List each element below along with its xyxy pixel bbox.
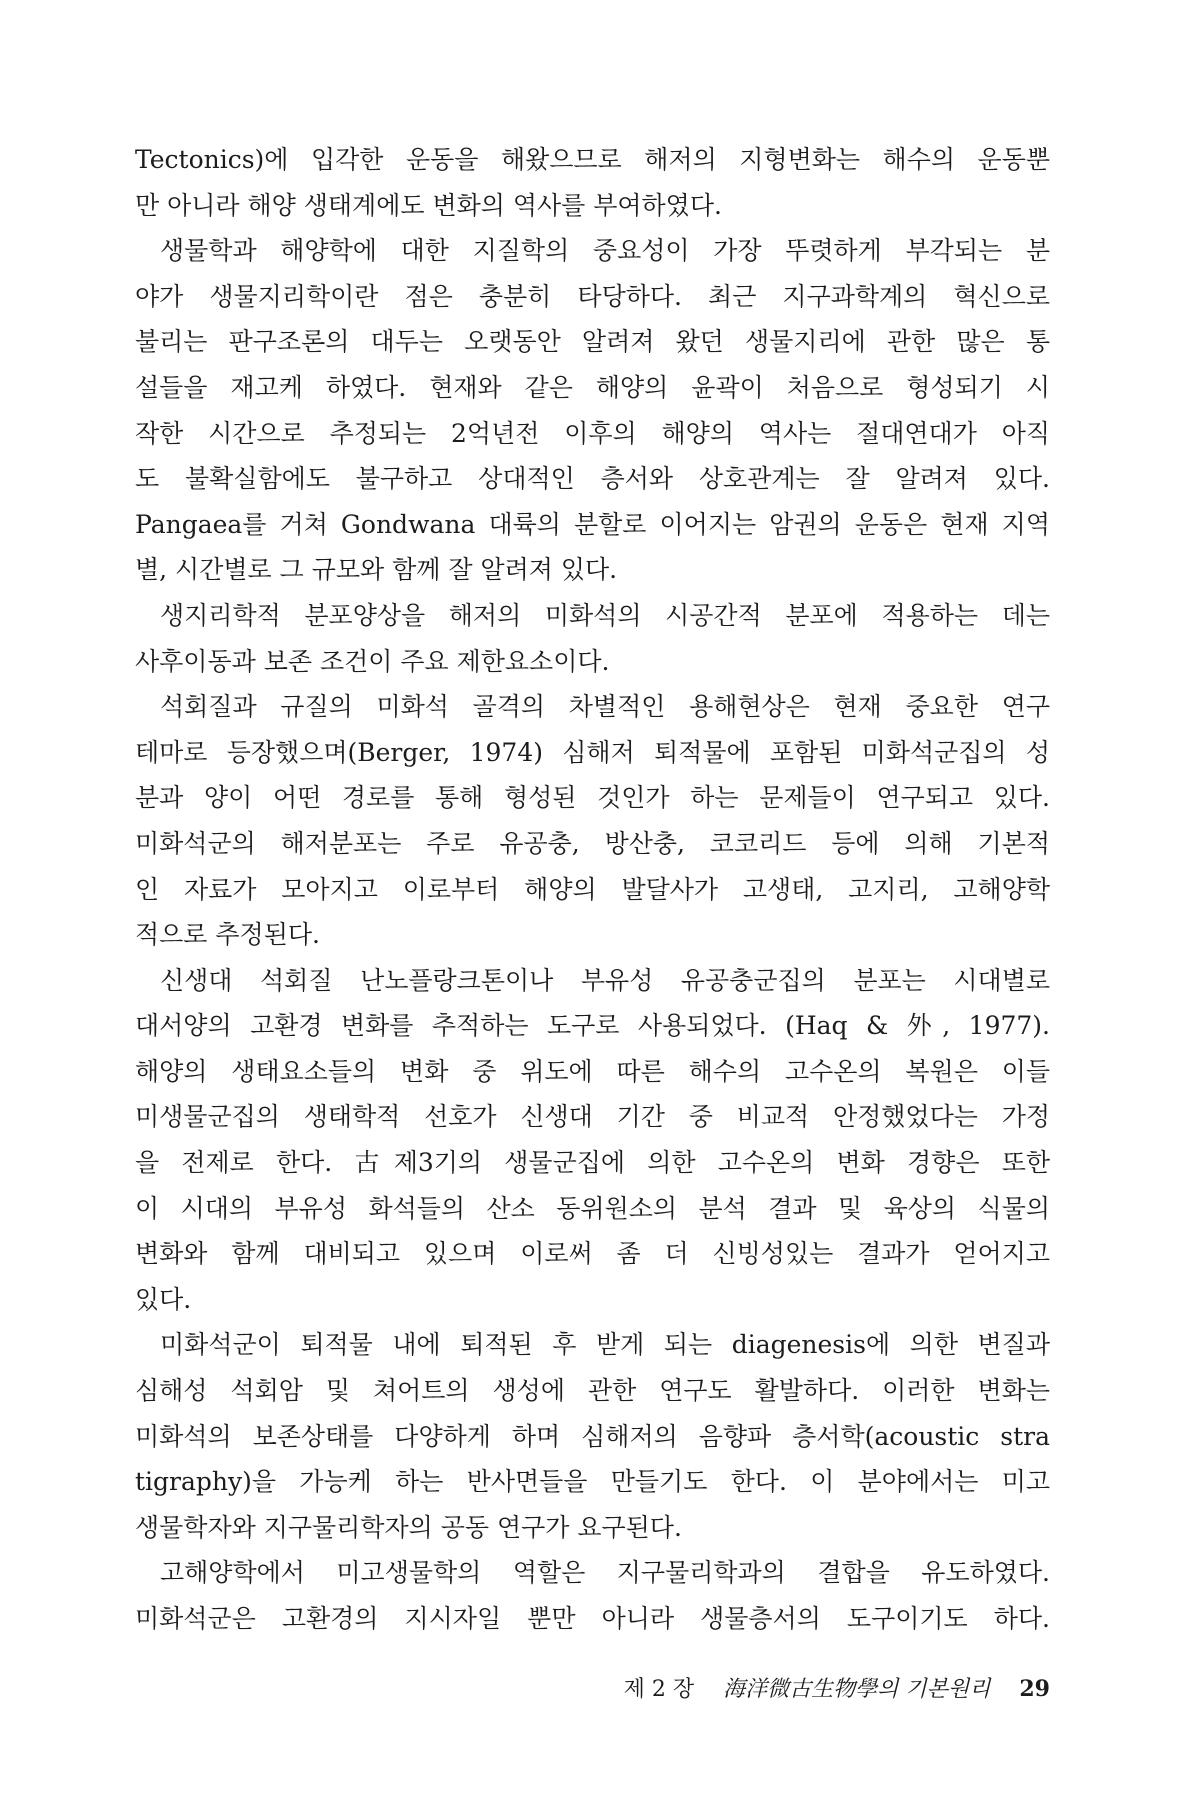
- text-line: 변화와 함께 대비되고 있으며 이로써 좀 더 신빙성있는 결과가 얻어지고: [135, 1239, 1050, 1269]
- text-line: 작한 시간으로 추정되는 2억년전 이후의 해양의 역사는 절대연대가 아직: [135, 418, 1050, 448]
- chapter-title: 海洋微古生物學의 기본원리: [723, 1677, 991, 1702]
- text-line: 이 시대의 부유성 화석들의 산소 동위원소의 분석 결과 및 육상의 식물의: [135, 1193, 1050, 1223]
- text-line: 생지리학적 분포양상을 해저의 미화석의 시공간적 분포에 적용하는 데는: [160, 600, 1050, 630]
- chapter-label: 제 2 장: [623, 1677, 695, 1702]
- text-line: Pangaea를 거쳐 Gondwana 대륙의 분할로 이어지는 암권의 운동은 현재 지역: [135, 509, 1050, 539]
- text-line: 인 자료가 모아지고 이로부터 해양의 발달사가 고생태, 고지리, 고해양학: [135, 874, 1050, 904]
- text-line: tigraphy)을 가능케 하는 반사면들을 만들기도 한다. 이 분야에서는 미고: [135, 1467, 1050, 1497]
- text-line: 만 아니라 해양 생태계에도 변화의 역사를 부여하였다.: [135, 190, 722, 220]
- text-line: 도 불확실함에도 불구하고 상대적인 층서와 상호관계는 잘 알려져 있다.: [135, 464, 1050, 494]
- text-line: 미생물군집의 생태학적 선호가 신생대 기간 중 비교적 안정했었다는 가정: [135, 1102, 1050, 1132]
- text-line: 적으로 추정된다.: [135, 920, 320, 950]
- text-line: 별, 시간별로 그 규모와 함께 잘 알려져 있다.: [135, 555, 618, 585]
- text-line: 사후이동과 보존 조건이 주요 제한요소이다.: [135, 646, 610, 676]
- text-line: 고해양학에서 미고생물학의 역할은 지구물리학과의 결합을 유도하였다.: [160, 1558, 1050, 1588]
- text-line: 생물학자와 지구물리학자의 공동 연구가 요구된다.: [135, 1512, 682, 1542]
- text-line: 심해성 석회암 및 쳐어트의 생성에 관한 연구도 활발하다. 이러한 변화는: [135, 1376, 1050, 1406]
- text-line: 설들을 재고케 하였다. 현재와 같은 해양의 윤곽이 처음으로 형성되기 시: [135, 372, 1050, 402]
- text-line: 있다.: [135, 1284, 192, 1314]
- text-line: 석회질과 규질의 미화석 골격의 차별적인 용해현상은 현재 중요한 연구: [160, 692, 1050, 722]
- text-line: 을 전제로 한다. 古제3기의 생물군집에 의한 고수온의 변화 경향은 또한: [135, 1148, 1050, 1178]
- text-line: 테마로 등장했으며(Berger, 1974) 심해저 퇴적물에 포함된 미화석군집의 성: [135, 737, 1050, 767]
- text-line: 미화석군은 고환경의 지시자일 뿐만 아니라 생물층서의 도구이기도 하다.: [135, 1604, 1050, 1633]
- body-text: [135, 137, 1050, 1642]
- text-line: Tectonics)에 입각한 운동을 해왔으므로 해저의 지형변화는 해수의 운동뿐: [135, 145, 1050, 174]
- text-line: 미화석군이 퇴적물 내에 퇴적된 후 받게 되는 diagenesis에 의한 변질과: [160, 1330, 1050, 1360]
- text-line: 야가 생물지리학이란 점은 충분히 타당하다. 최근 지구과학계의 혁신으로: [135, 281, 1050, 311]
- text-line: 불리는 판구조론의 대두는 오랫동안 알려져 왔던 생물지리에 관한 많은 통: [135, 327, 1050, 357]
- text-line: 대서양의 고환경 변화를 추적하는 도구로 사용되었다. (Haq & 外, 1977).: [135, 1011, 1050, 1041]
- text-line: 미화석의 보존상태를 다양하게 하며 심해저의 음향파 층서학(acoustic stra: [135, 1421, 1050, 1451]
- page-number: 29: [1019, 1676, 1050, 1702]
- text-line: 분과 양이 어떤 경로를 통해 형성된 것인가 하는 문제들이 연구되고 있다.: [135, 783, 1050, 813]
- text-line: 신생대 석회질 난노플랑크톤이나 부유성 유공충군집의 분포는 시대별로: [160, 965, 1050, 995]
- text-line: 해양의 생태요소들의 변화 중 위도에 따른 해수의 고수온의 복원은 이들: [135, 1056, 1050, 1086]
- running-footer: [624, 1672, 1050, 1703]
- text-line: 생물학과 해양학에 대한 지질학의 중요성이 가장 뚜렷하게 부각되는 분: [160, 236, 1050, 266]
- text-line: 미화석군의 해저분포는 주로 유공충, 방산충, 코코리드 등에 의해 기본적: [135, 828, 1050, 858]
